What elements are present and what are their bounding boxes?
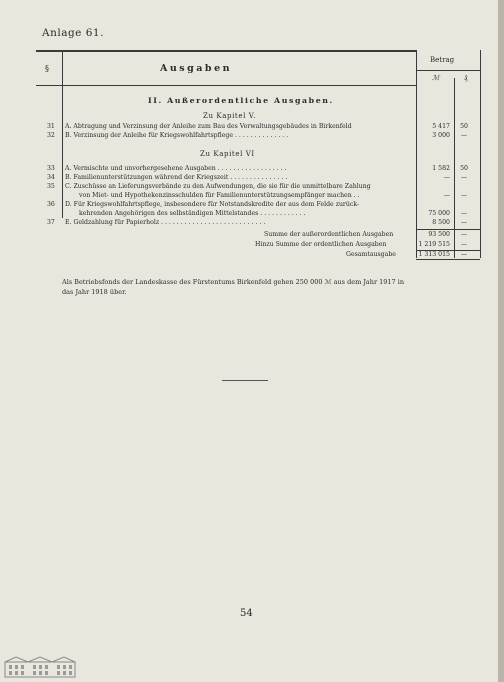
- table-top-rule: [36, 50, 416, 52]
- row-number: 32: [47, 132, 55, 139]
- row-amount-pfennig: —: [460, 219, 468, 226]
- page-number: 54: [240, 608, 253, 619]
- row-number: 33: [47, 165, 55, 172]
- total-amount-pfennig: —: [460, 241, 468, 248]
- column-divider-paragraph: [62, 50, 63, 218]
- paragraph-column-header: §: [45, 64, 49, 73]
- row-amount-pfennig: —: [460, 192, 468, 199]
- row-text: E. Geldzahlung für Papierholz . . . . . . . . . . . . . . . . . . . . . . . . . . .: [65, 219, 266, 226]
- betriebsfonds-note: Als Betriebsfonds der Landeskasse des Fürstentums Birkenfeld gehen 250 000 ℳ aus dem Jahr 1917 in das Jahr 1918 über.: [62, 278, 405, 296]
- row-amount-pfennig: 50: [460, 165, 468, 172]
- row-text-continued: von Miet- und Hypothekenzinsschulden für Familienunterstützungsempfänger machen . .: [79, 192, 360, 199]
- total-label: Hinzu Summe der ordentlichen Ausgaben: [255, 241, 387, 248]
- betrag-subheader-rule: [416, 70, 480, 71]
- page-heading: Anlage 61.: [42, 27, 104, 39]
- row-text: A. Abtragung und Verzinsung der Anleihe zum Bau des Verwaltungsgebäudes in Birkenfeld: [65, 123, 352, 130]
- column-divider-betrag: [416, 50, 417, 258]
- row-amount-pfennig: —: [460, 210, 468, 217]
- row-text: B. Familienunterstützungen während der Kriegszeit . . . . . . . . . . . . . . .: [65, 174, 288, 181]
- row-amount-mark: 75 000: [428, 210, 450, 217]
- column-divider-pfennig: [454, 78, 455, 258]
- row-number: 31: [47, 123, 55, 130]
- row-amount-pfennig: —: [460, 174, 468, 181]
- row-amount-mark: —: [443, 174, 450, 181]
- total-label: Summe der außerordentlichen Ausgaben: [264, 231, 394, 238]
- total-amount-mark: 1 219 515: [418, 241, 450, 248]
- row-amount-mark: 8 500: [432, 219, 450, 226]
- row-text: B. Verzinsung der Anleihe für Kriegswohlfahrtspflege . . . . . . . . . . . . . .: [65, 132, 289, 139]
- grand-total-amount-pfennig: —: [460, 251, 468, 258]
- table-header-rule: [36, 85, 416, 86]
- grand-total-label: Gesamtausgabe: [346, 251, 396, 258]
- total-amount-mark: 93 500: [428, 231, 450, 238]
- row-amount-pfennig: 50: [460, 123, 468, 130]
- page-edge: [498, 0, 504, 682]
- totals-rule: [416, 229, 480, 230]
- total-amount-pfennig: —: [460, 231, 468, 238]
- mark-unit-header: ℳ: [432, 74, 440, 82]
- grand-total-amount-mark: 1 313 015: [418, 251, 450, 258]
- library-building-logo: [4, 656, 76, 678]
- row-number: 37: [47, 219, 55, 226]
- column-divider-right: [480, 50, 481, 258]
- row-amount-mark: 5 417: [432, 123, 450, 130]
- row-amount-mark: 3 000: [432, 132, 450, 139]
- row-text: C. Zuschüsse an Lieferungsverbände zu den Aufwendungen, die sie für die unmittelbare Zahlung: [65, 183, 371, 190]
- row-amount-mark: 1 582: [432, 165, 450, 172]
- grand-total-bottom-rule: [416, 259, 480, 260]
- row-number: 35: [47, 183, 55, 190]
- row-amount-pfennig: —: [460, 132, 468, 139]
- row-amount-mark: —: [443, 192, 450, 199]
- row-number: 36: [47, 201, 55, 208]
- row-text: A. Vermischte und unvorhergesehene Ausgaben . . . . . . . . . . . . . . . . . .: [65, 165, 287, 172]
- section-title: II. Außerordentliche Ausgaben.: [148, 96, 334, 105]
- row-number: 34: [47, 174, 55, 181]
- divider-rule: [222, 380, 268, 381]
- row-text-continued: kehrenden Angehörigen des selbständigen Mittelstandes . . . . . . . . . . . .: [79, 210, 306, 217]
- row-text: D. Für Kriegswohlfahrtspflege, insbesondere für Notstandskredite der aus dem Felde zurück-: [65, 201, 360, 208]
- ausgaben-column-header: Ausgaben: [160, 63, 233, 74]
- kapitel-6-heading: Zu Kapitel VI: [200, 150, 255, 158]
- betrag-column-header: Betrag: [430, 56, 455, 64]
- pfennig-unit-header: ₰: [464, 74, 468, 82]
- kapitel-5-heading: Zu Kapitel V.: [203, 112, 256, 120]
